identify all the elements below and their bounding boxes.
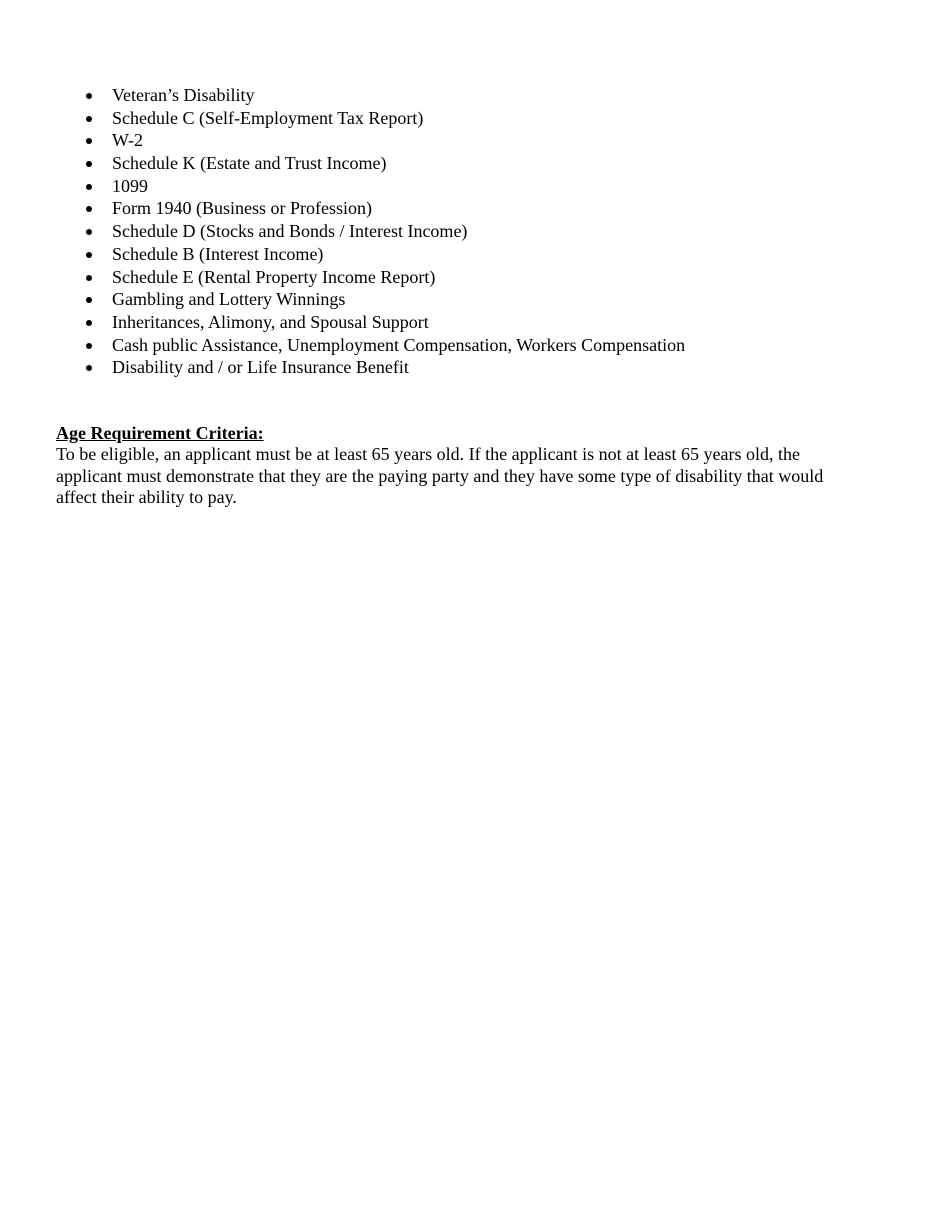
bullet-icon [86, 138, 92, 144]
list-item-text: Schedule C (Self-Employment Tax Report) [112, 107, 424, 128]
list-item [56, 334, 685, 357]
list-item [56, 152, 685, 175]
list-item-text: Inheritances, Alimony, and Spousal Support [112, 311, 429, 332]
list-item [56, 175, 685, 198]
list-item-text: Veteran’s Disability [112, 85, 255, 105]
bullet-icon [86, 365, 92, 371]
list-item-text: Schedule E (Rental Property Income Report) [112, 266, 436, 287]
age-requirement-section [56, 422, 866, 509]
bullet-icon [86, 229, 92, 235]
list-item-text: Schedule D (Stocks and Bonds / Interest Income) [112, 221, 468, 242]
list-item [56, 197, 685, 220]
list-item [56, 220, 685, 243]
bullet-icon [86, 320, 92, 326]
list-item [56, 266, 685, 289]
list-item [56, 311, 685, 334]
list-item-text: Disability and / or Life Insurance Benefit [112, 357, 409, 378]
section-body: To be eligible, an applicant must be at least 65 years old. If the applicant is not at least 65 years old, the applicant must demonstrate that they are the paying party and they have some type of disability that would affect their ability to pay. [56, 444, 824, 507]
list-item-text: Cash public Assistance, Unemployment Compensation, Workers Compensation [112, 334, 686, 355]
list-item [56, 356, 685, 379]
list-item-text: Gambling and Lottery Winnings [112, 289, 346, 310]
list-item-text: 1099 [112, 175, 148, 196]
bullet-icon [86, 184, 92, 190]
bullet-icon [86, 297, 92, 303]
bullet-icon [86, 206, 92, 212]
list-item [56, 84, 685, 107]
bullet-icon [86, 116, 92, 122]
bullet-icon [86, 275, 92, 281]
bullet-icon [86, 93, 92, 99]
list-item-text: Schedule K (Estate and Trust Income) [112, 153, 387, 174]
income-sources-list [56, 84, 685, 379]
bullet-icon [86, 252, 92, 258]
list-item [56, 243, 685, 266]
list-item-text: Schedule B (Interest Income) [112, 243, 324, 264]
list-item [56, 129, 685, 152]
list-item [56, 107, 685, 130]
section-heading: Age Requirement Criteria: [56, 423, 264, 443]
list-item-text: Form 1940 (Business or Profession) [112, 198, 372, 219]
bullet-icon [86, 161, 92, 167]
bullet-icon [86, 343, 92, 349]
list-item [56, 288, 685, 311]
list-item-text: W-2 [112, 130, 143, 151]
